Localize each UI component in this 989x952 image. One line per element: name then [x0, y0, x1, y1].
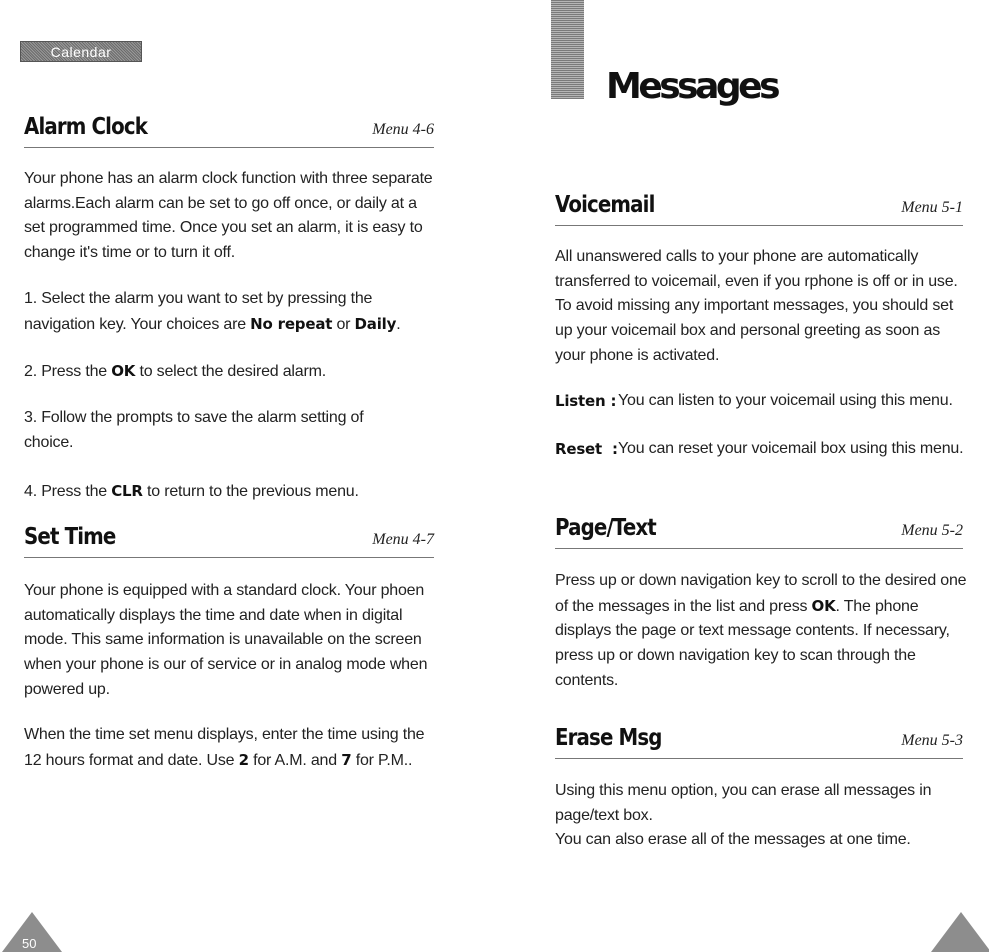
- chapter-bar: [551, 0, 584, 99]
- reset-term: Reset :: [555, 440, 618, 458]
- ok-key: OK: [111, 362, 136, 380]
- section-divider: [24, 557, 434, 558]
- key-7: 7: [341, 750, 352, 769]
- alarm-clock-menu-ref: Menu 4-6: [372, 121, 434, 138]
- alarm-clock-header: [24, 108, 434, 148]
- page-corner-marker: [931, 912, 989, 952]
- section-tab-calendar: Calendar: [20, 41, 142, 62]
- set-time-am-text: for A.M. and: [253, 751, 337, 769]
- set-time-title: Set Time: [24, 524, 116, 550]
- alarm-step-2-tail: to select the desired alarm.: [139, 363, 326, 380]
- voicemail-menu-ref: Menu 5-1: [901, 199, 963, 216]
- left-page: [0, 0, 490, 952]
- voicemail-intro: All unanswered calls to your phone are automatically transferred to voicemail, even if you rphone is off or in use. To avoid missing any important messages, you should set up your voicemail box and personal greeting as soon as your phone is activated.: [555, 248, 958, 364]
- alarm-step-3: 3. Follow the prompts to save the alarm setting of choice.: [24, 409, 364, 451]
- page-text-body-end: . The phone displays the page or text message contents. If necessary, press up or down navigation key to scan through the contents.: [555, 597, 950, 689]
- alarm-clock-title: Alarm Clock: [24, 114, 147, 140]
- page-text-body: [555, 569, 967, 694]
- erase-msg-body: [555, 779, 967, 853]
- set-time-instructions: [24, 723, 439, 773]
- key-2: 2: [238, 750, 249, 769]
- alarm-step-4: [24, 479, 439, 505]
- page-text-title: Page/Text: [555, 515, 656, 541]
- alarm-step-2: [24, 359, 439, 385]
- section-divider: [24, 147, 434, 148]
- reset-description: You can reset your voicemail box using this menu.: [618, 440, 964, 457]
- erase-msg-line-1: Using this menu option, you can erase all messages in page/text box.: [555, 782, 932, 824]
- alarm-step-1-or: or: [336, 315, 351, 333]
- period: .: [396, 315, 401, 333]
- set-time-header: [24, 518, 434, 558]
- listen-description: You can listen to your voicemail using this menu.: [618, 392, 953, 409]
- ok-key: OK: [811, 596, 836, 615]
- section-divider: [555, 758, 963, 759]
- alarm-step-4-tail: to return to the previous menu.: [147, 483, 359, 500]
- page-number-marker: [2, 912, 62, 952]
- page-text-menu-ref: Menu 5-2: [901, 522, 963, 539]
- section-divider: [555, 548, 963, 549]
- chapter-title: Messages: [606, 66, 778, 107]
- alarm-step-4-text: 4. Press the: [24, 483, 107, 500]
- erase-msg-menu-ref: Menu 5-3: [901, 732, 963, 749]
- listen-term: Listen :: [555, 392, 617, 410]
- erase-msg-line-2: You can also erase all of the messages at one time.: [555, 831, 911, 849]
- erase-msg-header: [555, 719, 963, 759]
- page-number: 50: [22, 936, 37, 951]
- set-time-pm-text: for P.M..: [355, 751, 413, 769]
- alarm-step-2-text: 2. Press the: [24, 363, 107, 380]
- erase-msg-title: Erase Msg: [555, 725, 662, 751]
- alarm-step-1: [24, 287, 439, 337]
- alarm-clock-intro: Your phone has an alarm clock function with three separate alarms.Each alarm can be set to go off once, or daily at a set programmed time. Once you set an alarm, it is easy to change it's time or to turn it off.: [24, 170, 433, 262]
- set-time-intro: Your phone is equipped with a standard clock. Your phoen automatically displays the time and date when in digital mode. This same information is unavailable on the screen when your phone is our of service or in analog mode when powered up.: [24, 582, 428, 698]
- daily-option: Daily: [354, 314, 397, 333]
- clr-key: CLR: [111, 482, 143, 500]
- voicemail-header: [555, 186, 963, 226]
- set-time-menu-ref: Menu 4-7: [372, 531, 434, 548]
- page-text-header: [555, 509, 963, 549]
- reset-definition: [555, 437, 967, 462]
- no-repeat-option: No repeat: [250, 314, 333, 333]
- voicemail-title: Voicemail: [555, 192, 655, 218]
- alarm-step-1-text: 1. Select the alarm you want to set by pressing the navigation key. Your choices are: [24, 290, 373, 333]
- page-text-body-start: Press up or down navigation key to scroll to the desired one of the messages in the list and press: [555, 572, 967, 615]
- section-divider: [555, 225, 963, 226]
- listen-definition: [555, 389, 967, 414]
- set-time-text: When the time set menu displays, enter the time using the 12 hours format and date. Use: [24, 726, 425, 769]
